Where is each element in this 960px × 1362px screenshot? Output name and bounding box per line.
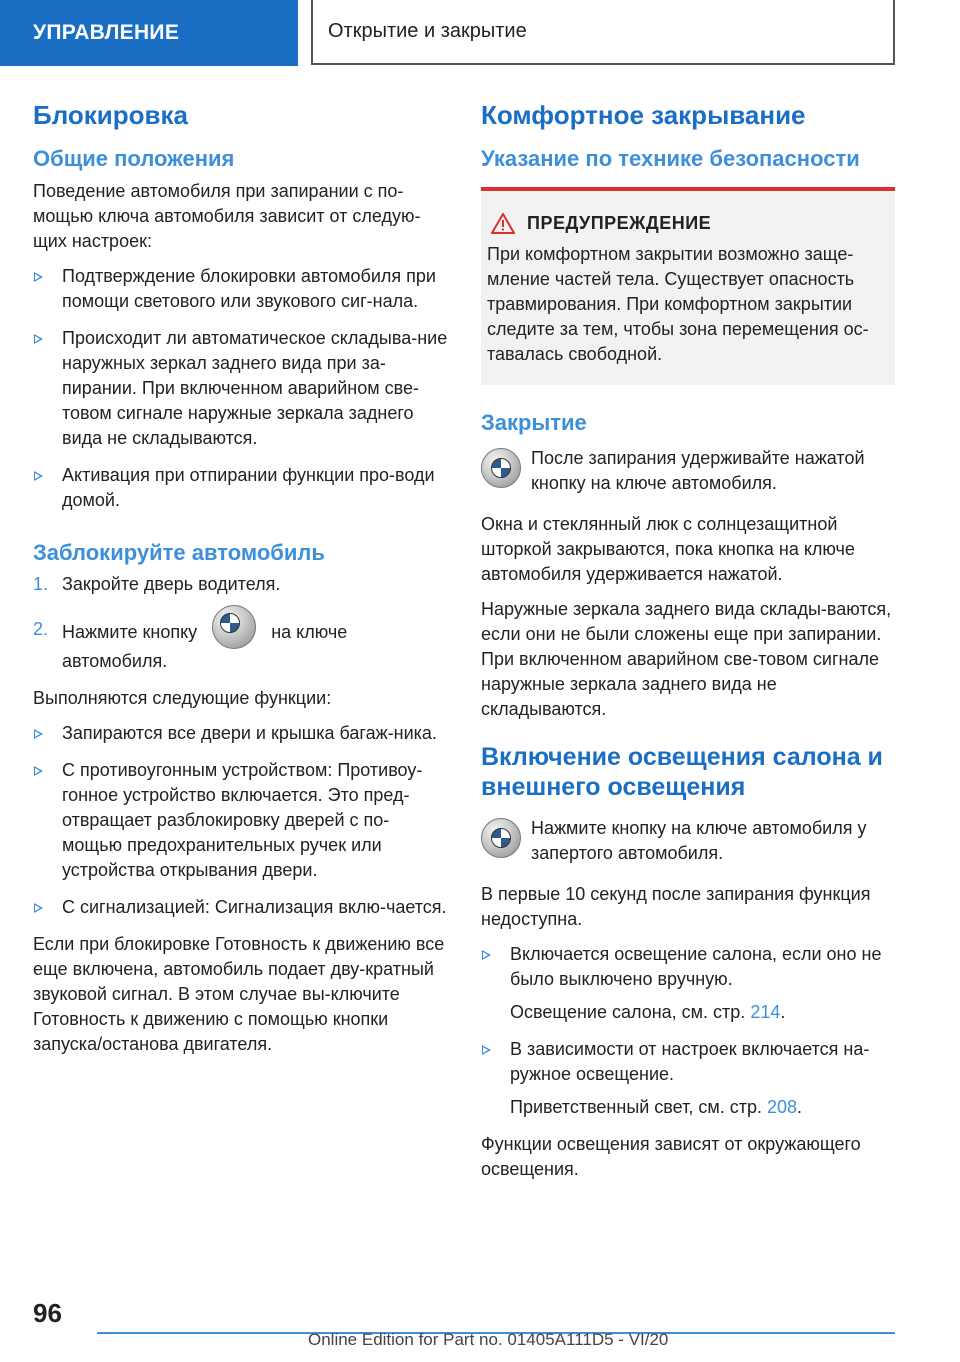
interior-light-ref: Освещение салона, см. стр. 214. [510,1002,786,1023]
general-settings-list [33,264,448,513]
list-item: В зависимости от настроек включается на-ружное освещение. [481,1037,895,1087]
page-link-214[interactable]: 214 [750,1002,781,1023]
list-item: С противоугонным устройством: Противоу-гонное устройство включается. Это пред-отвращает разблокировку дверей с по-мощью предохранительных ручек или устройства открывания двери. [33,758,448,883]
bmw-key-button-icon [481,818,521,858]
chapter-title: Открытие и закрытие [311,0,895,65]
warning-text: При комфортном закрытии возможно заще-мление частей тела. Существует опасность травмирования. При комфортном закрытии следите за тем, чтобы зона перемещения ос-тавалась свободной. [487,243,869,364]
bullet-triangle-icon [34,272,43,282]
step-item: 2. Нажмите кнопку на ключе автомобиля. [33,617,448,674]
bmw-key-button-icon [481,448,521,488]
general-intro: Поведение автомобиля при запирании с по-мощью ключа автомобиля зависит от следую-щих настроек: [33,180,421,251]
closing-para-windows: Окна и стеклянный люк с солнцезащитной шторкой закрываются, пока кнопка на ключе автомобиля удерживается нажатой. [481,514,855,585]
lighting-final-note: Функции освещения зависят от окружающего освещения. [481,1134,861,1180]
warning-label: ПРЕДУПРЕЖДЕНИЕ [527,212,712,233]
list-item: Происходит ли автоматическое складыва-ние наружных зеркал заднего вида при за-пирании. При включенном аварийном све-товом сигнале наружные зеркала заднего вида не складываются. [33,326,448,451]
step-item: 1. Закройте дверь водителя. [33,574,281,595]
list-item: Активация при отпирании функции про-води домой. [33,463,448,513]
subheading-closing: Закрытие [481,409,587,435]
warning-box [481,191,895,385]
section-tab: УПРАВЛЕНИЕ [0,0,298,66]
functions-intro: Выполняются следующие функции: [33,688,332,709]
bullet-triangle-icon [34,903,43,913]
bullet-triangle-icon [34,766,43,776]
bullet-triangle-icon [482,950,491,960]
subheading-safety: Указание по технике безопасности [481,146,860,172]
list-item: Включается освещение салона, если оно не было выключено вручную. [481,942,895,992]
right-column [481,100,895,1192]
list-item: Подтверждение блокировки автомобиля при помощи светового или звукового сиг-нала. [33,264,448,314]
subheading-lock-car: Заблокируйте автомобиль [33,539,325,565]
left-column [33,100,448,1067]
section-title-locking: Блокировка [33,100,188,130]
ready-to-drive-note: Если при блокировке Готовность к движению все еще включена, автомобиль подает дву-кратный звуковой сигнал. В этом случае вы-ключите Готовность к движению с помощью кнопки запуска/останова двигателя. [33,934,445,1055]
subheading-general: Общие положения [33,146,235,172]
list-item: Запираются все двери и крышка багаж-ника. [33,721,448,746]
lighting-delay-note: В первые 10 секунд после запирания функция недоступна. [481,884,871,930]
closing-para-mirrors: Наружные зеркала заднего вида склады-ваются, если они не были сложены еще при запирании. При включенном аварийном све-товом сигнале наружные зеркала заднего вида не складываются. [481,599,892,720]
page-link-208[interactable]: 208 [766,1097,798,1118]
bullet-triangle-icon [482,1045,491,1055]
section-title-comfort-closing: Комфортное закрывание [481,100,806,130]
section-title-lighting: Включение освещения салона и внешнего освещения [481,743,883,802]
welcome-light-ref: Приветственный свет, см. стр. 208. [510,1097,803,1118]
page-number: 96 [33,1298,62,1328]
closing-instruction: После запирания удерживайте нажатой кнопку на ключе автомобиля. [531,448,865,494]
bullet-triangle-icon [34,729,43,739]
bullet-triangle-icon [34,471,43,481]
footer-edition: Online Edition for Part no. 01405A111D5 - VI/20 [308,1330,669,1349]
lighting-list [481,942,895,992]
lighting-instruction: Нажмите кнопку на ключе автомобиля у запертого автомобиля. [531,818,867,864]
bullet-triangle-icon [34,334,43,344]
lock-steps-list [33,572,448,674]
warning-triangle-icon [491,213,515,234]
list-item: С сигнализацией: Сигнализация вклю-чается. [33,895,448,920]
lock-functions-list [33,721,448,920]
bmw-key-button-icon [212,605,256,649]
